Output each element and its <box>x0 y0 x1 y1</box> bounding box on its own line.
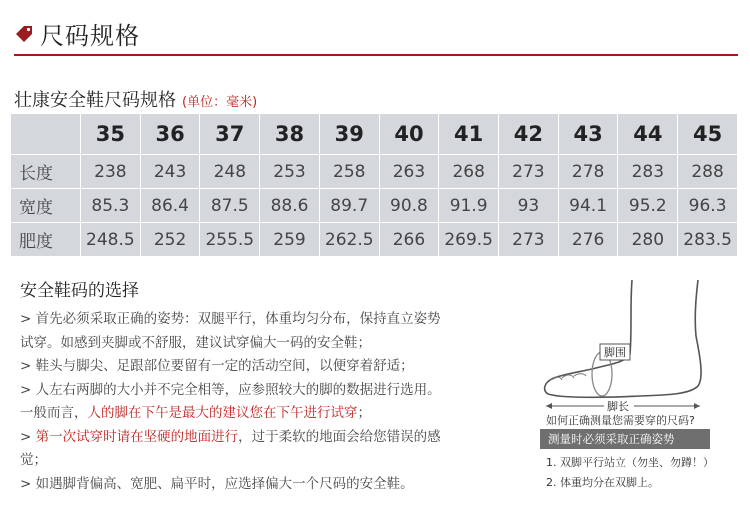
table-cell: 88.6 <box>260 189 320 223</box>
table-cell: 96.3 <box>678 189 738 223</box>
table-row <box>11 189 738 223</box>
header-divider <box>14 54 738 56</box>
table-cell: 91.9 <box>439 189 499 223</box>
table-cell: 258 <box>319 155 379 189</box>
section-header <box>0 0 750 60</box>
unit-label: (单位：毫米) <box>182 95 258 110</box>
measure-banner: 测量时必须采取正确姿势 <box>540 429 710 449</box>
table-cell: 93 <box>499 189 559 223</box>
table-cell: 278 <box>558 155 618 189</box>
tip-text: > 人左右两脚的大小并不完全相等，应参照较大的脚的数据进行选用。 <box>20 381 441 398</box>
foot-measure-figure <box>540 276 720 416</box>
tip-line <box>20 308 520 332</box>
corner-cell <box>11 114 81 155</box>
tip-text: ，过于柔软的地面会给您错误的感 <box>238 428 441 445</box>
girth-label: 脚围 <box>604 346 626 359</box>
size-header-cell: 35 <box>81 114 141 155</box>
size-table <box>10 113 738 257</box>
size-header-cell: 42 <box>499 114 559 155</box>
tip-line <box>20 449 520 473</box>
tip-text: > 如遇脚背偏高、宽肥、扁平时，应选择偏大一个尺码的安全鞋。 <box>20 475 414 492</box>
table-cell: 283 <box>618 155 678 189</box>
table-cell: 95.2 <box>618 189 678 223</box>
table-cell: 280 <box>618 223 678 257</box>
tip-text: ； <box>357 405 371 421</box>
tip-highlight: 人的脚在下午是最大的建议您在下午进行试穿 <box>87 405 358 421</box>
tip-text: > 鞋头与脚尖、足跟部位要留有一定的活动空间，以便穿着舒适； <box>20 358 414 374</box>
size-header-row <box>11 114 738 155</box>
selection-guide <box>10 262 738 504</box>
table-row <box>11 155 738 189</box>
table-cell: 268 <box>439 155 499 189</box>
size-header-cell: 36 <box>140 114 200 155</box>
size-header-cell: 39 <box>319 114 379 155</box>
length-label: 脚长 <box>607 400 629 413</box>
table-cell: 86.4 <box>140 189 200 223</box>
table-cell: 87.5 <box>200 189 260 223</box>
table-cell: 269.5 <box>439 223 499 257</box>
tip-line <box>20 402 520 426</box>
size-header-cell: 44 <box>618 114 678 155</box>
table-cell: 252 <box>140 223 200 257</box>
selection-tips <box>20 308 520 496</box>
size-header-cell: 37 <box>200 114 260 155</box>
table-cell: 238 <box>81 155 141 189</box>
tip-text: 试穿。如感到夹脚或不舒服，建议试穿偏大一码的安全鞋； <box>20 334 371 351</box>
table-cell: 90.8 <box>379 189 439 223</box>
table-cell: 85.3 <box>81 189 141 223</box>
table-cell: 255.5 <box>200 223 260 257</box>
tag-icon <box>14 24 34 44</box>
row-label: 肥度 <box>11 223 81 257</box>
table-cell: 263 <box>379 155 439 189</box>
table-cell: 253 <box>260 155 320 189</box>
table-cell: 266 <box>379 223 439 257</box>
measure-step-1: 1. 双脚平行站立（勿坐、勿蹲！） <box>546 456 714 469</box>
tip-text: > <box>20 428 36 445</box>
row-label: 宽度 <box>11 189 81 223</box>
table-cell: 262.5 <box>319 223 379 257</box>
size-header-cell: 38 <box>260 114 320 155</box>
tip-text: 觉； <box>20 452 47 468</box>
table-cell: 273 <box>499 223 559 257</box>
table-cell: 288 <box>678 155 738 189</box>
tip-highlight: 第一次试穿时请在坚硬的地面进行 <box>35 428 239 445</box>
table-cell: 283.5 <box>678 223 738 257</box>
row-label: 长度 <box>11 155 81 189</box>
tip-line <box>20 379 520 403</box>
size-header-cell: 41 <box>439 114 499 155</box>
size-header-cell: 40 <box>379 114 439 155</box>
tip-text: > 首先必须采取正确的姿势：双腿平行，体重均匀分布，保持直立姿势 <box>20 311 441 327</box>
table-cell: 273 <box>499 155 559 189</box>
page-title: 尺码规格 <box>40 22 140 50</box>
size-header-cell: 43 <box>558 114 618 155</box>
table-title-text: 壮康安全鞋尺码规格 <box>14 90 176 111</box>
tip-text: 一般而言， <box>20 405 88 421</box>
selection-title: 安全鞋码的选择 <box>20 281 139 301</box>
tip-line <box>20 332 520 356</box>
measure-question: 如何正确测量您需要穿的尺码? <box>546 414 695 427</box>
table-cell: 248.5 <box>81 223 141 257</box>
tip-line <box>20 473 520 497</box>
table-cell: 89.7 <box>319 189 379 223</box>
table-cell: 276 <box>558 223 618 257</box>
tip-line <box>20 355 520 379</box>
measure-step-2: 2. 体重均分在双脚上。 <box>546 476 659 489</box>
table-cell: 243 <box>140 155 200 189</box>
table-cell: 248 <box>200 155 260 189</box>
table-title <box>14 86 257 112</box>
table-row <box>11 223 738 257</box>
tip-line <box>20 426 520 450</box>
size-header-cell: 45 <box>678 114 738 155</box>
table-cell: 94.1 <box>558 189 618 223</box>
table-cell: 259 <box>260 223 320 257</box>
